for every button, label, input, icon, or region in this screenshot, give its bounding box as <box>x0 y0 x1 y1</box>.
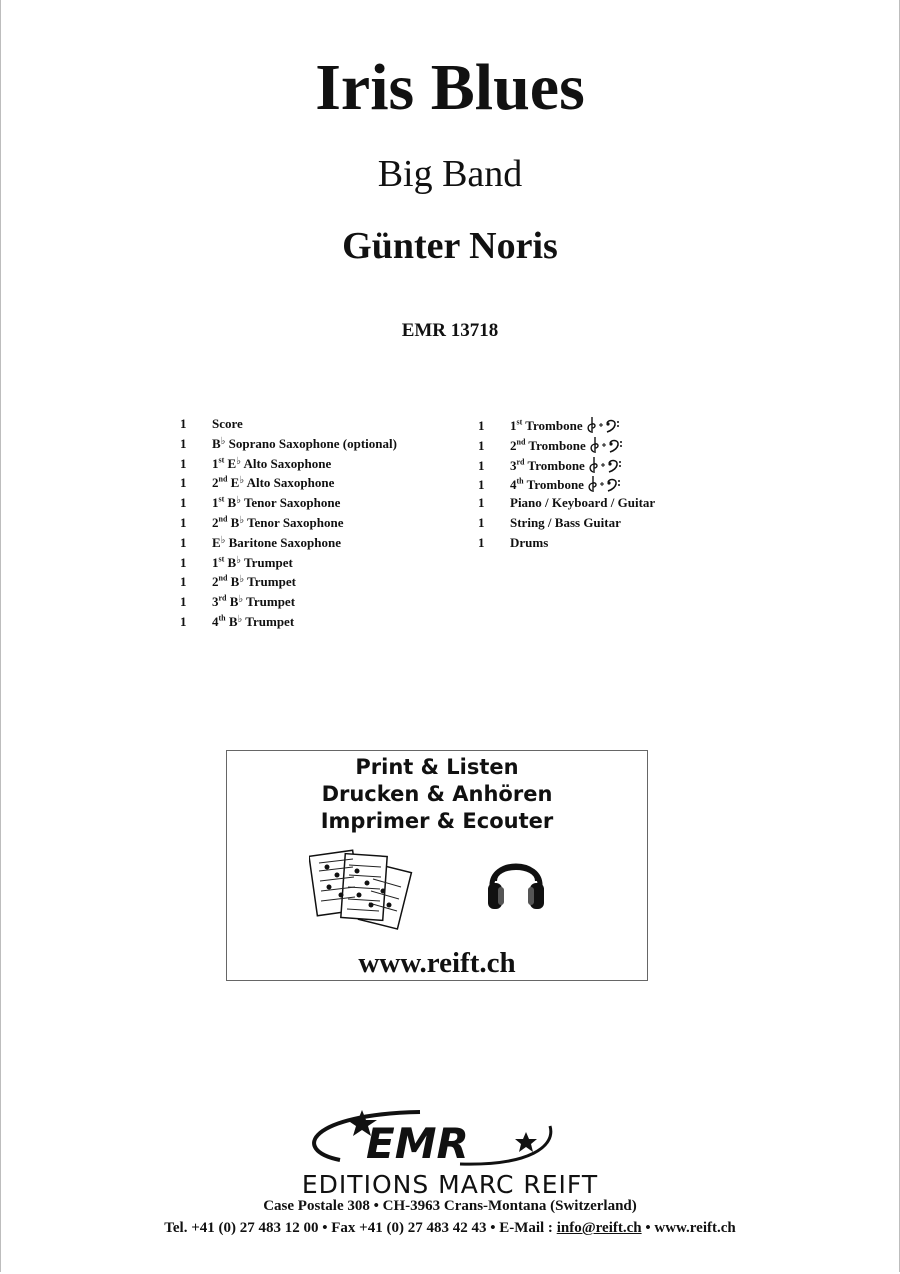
promo-line-german: Drucken & Anhören <box>321 782 553 806</box>
part-key: B <box>227 495 237 511</box>
part-name <box>212 436 397 452</box>
part-key: B <box>230 574 240 590</box>
part-item <box>180 574 470 594</box>
part-key: B <box>229 594 239 610</box>
part-item <box>180 495 470 515</box>
part-instrument: Trumpet <box>247 574 296 590</box>
part-ordinal-suffix: th <box>218 613 226 623</box>
flat-sign: ♭ <box>239 514 245 526</box>
part-ordinal: 3 <box>510 457 517 473</box>
part-name <box>212 594 295 610</box>
part-item <box>180 555 470 575</box>
part-item <box>478 416 738 436</box>
part-count: 1 <box>478 437 485 453</box>
part-item <box>478 495 738 515</box>
part-name <box>510 436 624 454</box>
part-name <box>212 574 296 590</box>
part-ordinal-suffix: st <box>516 417 523 427</box>
ensemble-subtitle: Big Band <box>377 153 523 195</box>
part-ordinal-suffix: nd <box>516 437 526 447</box>
part-instrument: Trumpet <box>245 613 295 629</box>
part-ordinal: 3 <box>212 594 219 610</box>
part-name <box>510 456 623 474</box>
part-name <box>212 456 331 472</box>
part-name <box>510 475 622 493</box>
treble-and-bass-clef-icon <box>586 475 622 493</box>
part-ordinal: 2 <box>212 574 219 590</box>
part-instrument: Drums <box>510 534 549 550</box>
part-instrument: Tenor Saxophone <box>247 514 344 530</box>
part-instrument: Trumpet <box>243 554 293 570</box>
flat-sign: ♭ <box>220 534 226 546</box>
part-item <box>180 456 470 476</box>
promo-line-french: Imprimer & Ecouter <box>320 809 554 833</box>
part-item <box>478 515 738 535</box>
part-key: B <box>212 435 221 451</box>
logo-text: EMR <box>366 1119 469 1168</box>
part-name <box>510 495 655 511</box>
treble-and-bass-clef-icon <box>585 416 621 434</box>
page-title: Iris Blues <box>315 51 585 124</box>
part-instrument: Piano / Keyboard / Guitar <box>510 495 656 511</box>
part-item <box>478 475 738 495</box>
parts-list-right <box>478 416 738 555</box>
parts-list-left <box>180 416 470 634</box>
part-instrument: Trombone <box>527 457 585 473</box>
sheet-music-icon <box>309 847 419 931</box>
promo-website-link[interactable]: www.reift.ch <box>358 947 516 979</box>
part-instrument: String / Bass Guitar <box>510 514 621 530</box>
part-ordinal: 2 <box>212 475 219 491</box>
part-instrument: Tenor Saxophone <box>243 495 341 511</box>
publisher-address: Case Postale 308 • CH-3963 Crans-Montana (Switzerland) <box>263 1198 637 1214</box>
part-count: 1 <box>478 457 485 473</box>
part-ordinal: 1 <box>510 418 517 433</box>
part-ordinal-suffix: th <box>516 477 524 487</box>
part-ordinal: 2 <box>212 514 219 530</box>
part-name <box>510 535 548 551</box>
publisher-name: EDITIONS MARC REIFT <box>301 1170 599 1199</box>
part-name <box>510 515 621 531</box>
part-ordinal-suffix: rd <box>516 457 525 467</box>
part-item <box>180 594 470 614</box>
composer-name: Günter Noris <box>342 225 558 267</box>
part-instrument: Trombone <box>525 418 583 433</box>
part-key: E <box>212 534 221 550</box>
part-count: 1 <box>478 477 485 493</box>
part-count: 1 <box>180 574 187 590</box>
headphones-icon <box>486 847 546 913</box>
part-ordinal-suffix: st <box>218 494 225 504</box>
email-link[interactable]: info@reift.ch <box>556 1220 642 1236</box>
part-name <box>212 535 341 551</box>
part-ordinal: 1 <box>212 455 219 471</box>
contact-website: • www.reift.ch <box>641 1220 736 1236</box>
part-ordinal-suffix: st <box>218 554 225 564</box>
publisher-contact <box>0 1220 900 1237</box>
part-instrument: Trumpet <box>246 594 296 610</box>
part-instrument: Score <box>212 416 243 431</box>
part-count: 1 <box>180 594 187 610</box>
part-item <box>478 456 738 476</box>
treble-and-bass-clef-icon <box>587 456 623 474</box>
part-instrument: Baritone Saxophone <box>228 534 341 550</box>
part-key: E <box>230 475 240 491</box>
part-name <box>510 416 621 434</box>
part-instrument: Alto Saxophone <box>243 455 332 471</box>
flat-sign: ♭ <box>236 554 241 566</box>
part-name <box>212 495 340 511</box>
catalog-number: EMR 13718 <box>401 320 499 341</box>
part-count: 1 <box>180 514 187 530</box>
part-count: 1 <box>478 534 485 550</box>
part-count: 1 <box>180 534 187 550</box>
part-count: 1 <box>180 416 187 431</box>
part-item <box>180 436 470 456</box>
part-ordinal-suffix: st <box>218 455 225 465</box>
part-instrument: Alto Saxophone <box>246 475 335 491</box>
part-ordinal-suffix: nd <box>218 574 228 584</box>
part-count: 1 <box>180 495 187 511</box>
part-ordinal: 1 <box>212 495 219 511</box>
part-item <box>478 535 738 555</box>
part-ordinal-suffix: nd <box>218 475 228 485</box>
part-item <box>180 515 470 535</box>
contact-phone-fax: Tel. +41 (0) 27 483 12 00 • Fax +41 (0) 27 483 42 43 • E-Mail : <box>164 1220 557 1236</box>
flat-sign: ♭ <box>239 475 245 487</box>
part-instrument: Trombone <box>526 477 584 493</box>
flat-sign: ♭ <box>237 613 243 625</box>
flat-sign: ♭ <box>236 495 241 507</box>
print-listen-box <box>226 750 648 981</box>
part-count: 1 <box>180 455 187 471</box>
part-count: 1 <box>180 613 187 629</box>
part-key: B <box>228 613 238 629</box>
part-count: 1 <box>180 554 187 570</box>
part-ordinal: 2 <box>510 437 517 453</box>
part-name <box>212 416 243 432</box>
part-name <box>212 614 294 630</box>
part-count: 1 <box>180 475 187 491</box>
emr-logo <box>300 1106 600 1170</box>
part-count: 1 <box>478 514 485 530</box>
flat-sign: ♭ <box>239 574 245 586</box>
treble-and-bass-clef-icon <box>588 436 624 454</box>
part-count: 1 <box>180 435 187 451</box>
part-ordinal: 1 <box>212 554 219 570</box>
part-item <box>478 436 738 456</box>
part-item <box>180 535 470 555</box>
part-count: 1 <box>478 495 485 511</box>
part-ordinal: 4 <box>510 477 517 493</box>
part-key: E <box>227 455 237 471</box>
part-key: B <box>227 554 237 570</box>
part-ordinal-suffix: rd <box>218 593 227 603</box>
part-item <box>180 475 470 495</box>
part-key: B <box>230 514 240 530</box>
part-name <box>212 515 344 531</box>
part-count: 1 <box>478 418 485 433</box>
part-item <box>180 416 470 436</box>
flat-sign: ♭ <box>236 455 241 467</box>
part-name <box>212 555 293 571</box>
part-ordinal-suffix: nd <box>218 514 228 524</box>
flat-sign: ♭ <box>220 435 226 447</box>
promo-line-english: Print & Listen <box>355 755 519 779</box>
flat-sign: ♭ <box>238 594 244 606</box>
part-name <box>212 475 334 491</box>
part-instrument: Trombone <box>528 437 586 453</box>
part-instrument: Soprano Saxophone (optional) <box>228 435 397 451</box>
part-item <box>180 614 470 634</box>
part-ordinal: 4 <box>212 613 219 629</box>
